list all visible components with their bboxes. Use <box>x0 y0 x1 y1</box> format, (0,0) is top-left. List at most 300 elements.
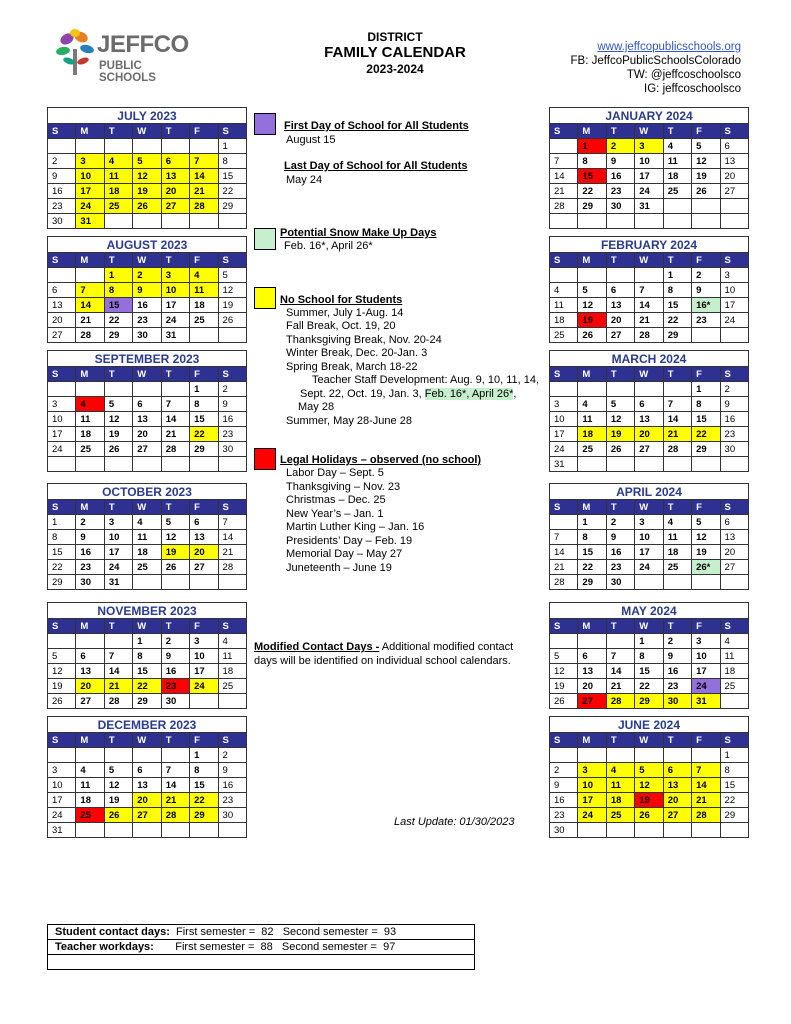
calendar-day <box>635 575 663 590</box>
weekday-header: S <box>48 733 76 748</box>
calendar-day <box>190 575 218 590</box>
calendar-day <box>161 382 189 397</box>
calendar-day: 12 <box>48 664 76 679</box>
weekday-header: S <box>720 367 748 382</box>
calendar-day <box>190 823 218 838</box>
calendar-day: 6 <box>663 763 691 778</box>
calendar-day <box>663 575 691 590</box>
weekday-header: S <box>550 367 578 382</box>
calendar-day: 7 <box>104 649 132 664</box>
calendar-day: 23 <box>606 560 634 575</box>
calendar-day <box>48 268 76 283</box>
calendar-day: 29 <box>578 199 606 214</box>
teacher-dev-comma: , <box>513 388 517 400</box>
last-day-date: May 24 <box>286 174 323 186</box>
calendar-day: 31 <box>104 575 132 590</box>
calendar-day: 5 <box>692 139 720 154</box>
calendar-day: 16 <box>48 184 76 199</box>
calendar-day: 4 <box>720 634 748 649</box>
teacher-dev-dates: Sept. 22, Oct. 19, Jan. 3, <box>300 388 425 400</box>
calendar-day: 27 <box>720 184 748 199</box>
twitter-handle: TW: @jeffcoschoolsco <box>626 69 741 81</box>
calendar-day: 31 <box>635 199 663 214</box>
calendar-day: 26 <box>606 442 634 457</box>
calendar-day: 19 <box>692 545 720 560</box>
calendar-day: 29 <box>720 808 748 823</box>
calendar-day: 21 <box>218 545 246 560</box>
calendar-day: 2 <box>76 515 104 530</box>
snow-day-swatch <box>254 228 276 250</box>
weekday-header: W <box>133 367 161 382</box>
calendar-day: 16 <box>133 298 161 313</box>
calendar-day <box>692 748 720 763</box>
calendar-title <box>290 30 500 76</box>
calendar-day: 23 <box>76 560 104 575</box>
calendar-day: 4 <box>76 397 104 412</box>
calendar-day <box>692 575 720 590</box>
calendar-day <box>218 575 246 590</box>
calendar-day: 11 <box>190 283 218 298</box>
weekday-header: S <box>218 733 246 748</box>
calendar-day <box>550 139 578 154</box>
weekday-header: T <box>663 367 691 382</box>
calendar-day: 18 <box>104 184 132 199</box>
weekday-header: S <box>218 619 246 634</box>
calendar-day: 20 <box>133 427 161 442</box>
calendar-day: 7 <box>550 530 578 545</box>
calendar-day <box>635 214 663 229</box>
weekday-header: T <box>104 253 132 268</box>
calendar-day: 20 <box>133 793 161 808</box>
weekday-header: S <box>550 124 578 139</box>
calendar-day: 19 <box>133 184 161 199</box>
calendar-day: 3 <box>550 397 578 412</box>
calendar-day: 25 <box>218 679 246 694</box>
calendar-day: 5 <box>635 763 663 778</box>
calendar-day: 2 <box>161 634 189 649</box>
calendar-day: 25 <box>104 199 132 214</box>
calendar-day: 28 <box>692 808 720 823</box>
calendar-day: 1 <box>635 634 663 649</box>
calendar-day: 14 <box>550 169 578 184</box>
calendar-day: 3 <box>720 268 748 283</box>
calendar-day: 2 <box>218 748 246 763</box>
calendar-day <box>218 457 246 472</box>
calendar-day <box>663 748 691 763</box>
calendar-day: 4 <box>190 268 218 283</box>
calendar-day: 8 <box>578 154 606 169</box>
calendar-day: 20 <box>48 313 76 328</box>
calendar-day: 28 <box>550 575 578 590</box>
calendar-day <box>720 457 748 472</box>
calendar-day: 15 <box>190 778 218 793</box>
calendar-day <box>161 823 189 838</box>
calendar-day: 28 <box>218 560 246 575</box>
calendar-day: 10 <box>692 649 720 664</box>
calendar-day: 17 <box>48 427 76 442</box>
calendar-day: 20 <box>161 184 189 199</box>
holiday-item: Thanksgiving – Nov. 23 <box>286 480 401 493</box>
calendar-day: 24 <box>48 442 76 457</box>
calendar-day <box>161 457 189 472</box>
calendar-day: 6 <box>720 139 748 154</box>
weekday-header: M <box>578 253 606 268</box>
calendar-day: 15 <box>218 169 246 184</box>
calendar-day <box>578 457 606 472</box>
month-calendar <box>549 350 749 472</box>
calendar-day <box>133 214 161 229</box>
calendar-day: 6 <box>720 515 748 530</box>
calendar-day: 10 <box>635 530 663 545</box>
calendar-day <box>76 268 104 283</box>
calendar-day <box>550 268 578 283</box>
weekday-header: M <box>76 733 104 748</box>
calendar-day: 14 <box>218 530 246 545</box>
calendar-day: 13 <box>133 412 161 427</box>
calendar-day: 1 <box>190 748 218 763</box>
calendar-day: 7 <box>161 397 189 412</box>
calendar-day: 28 <box>663 442 691 457</box>
calendar-day <box>104 214 132 229</box>
calendar-day: 22 <box>190 427 218 442</box>
calendar-day <box>635 382 663 397</box>
calendar-day <box>161 214 189 229</box>
summary-empty-row <box>48 955 474 969</box>
weekday-header: S <box>550 253 578 268</box>
calendar-day <box>606 748 634 763</box>
calendar-day <box>692 823 720 838</box>
month-calendar <box>549 602 749 709</box>
weekday-header: S <box>48 619 76 634</box>
weekday-header: T <box>161 500 189 515</box>
calendar-day: 10 <box>76 169 104 184</box>
no-school-swatch <box>254 287 276 309</box>
calendar-day: 25 <box>578 442 606 457</box>
calendar-day <box>578 214 606 229</box>
no-school-item: Winter Break, Dec. 20-Jan. 3 <box>286 347 428 360</box>
calendar-day: 19 <box>161 545 189 560</box>
calendar-day: 14 <box>606 664 634 679</box>
calendar-day: 9 <box>161 649 189 664</box>
weekday-header: T <box>663 253 691 268</box>
calendar-day: 18 <box>578 427 606 442</box>
calendar-day: 8 <box>635 649 663 664</box>
calendar-day: 11 <box>663 530 691 545</box>
holiday-item: Presidents’ Day – Feb. 19 <box>286 534 413 547</box>
calendar-day: 10 <box>578 778 606 793</box>
calendar-day <box>133 823 161 838</box>
month-title: JULY 2023 <box>47 107 247 123</box>
calendar-day: 20 <box>190 545 218 560</box>
calendar-day: 19 <box>578 313 606 328</box>
calendar-day: 11 <box>104 169 132 184</box>
calendar-day: 21 <box>161 427 189 442</box>
calendar-day <box>133 139 161 154</box>
calendar-day: 8 <box>190 397 218 412</box>
calendar-day: 30 <box>218 808 246 823</box>
calendar-day <box>161 575 189 590</box>
weekday-header: T <box>606 253 634 268</box>
month-title: JANUARY 2024 <box>549 107 749 123</box>
month-title: AUGUST 2023 <box>47 236 247 252</box>
teacher-dev-snow-dates: Feb. 16*, April 26* <box>424 388 514 400</box>
calendar-day: 31 <box>161 328 189 343</box>
calendar-day <box>692 328 720 343</box>
calendar-day <box>104 748 132 763</box>
calendar-day: 4 <box>663 515 691 530</box>
calendar-day: 26 <box>48 694 76 709</box>
weekday-header: W <box>133 619 161 634</box>
calendar-day: 16 <box>550 793 578 808</box>
calendar-day: 28 <box>635 328 663 343</box>
calendar-day <box>133 748 161 763</box>
calendar-day: 9 <box>550 778 578 793</box>
calendar-day: 22 <box>578 184 606 199</box>
calendar-day <box>663 823 691 838</box>
calendar-day: 22 <box>218 184 246 199</box>
weekday-header: M <box>76 500 104 515</box>
weekday-header: F <box>692 733 720 748</box>
calendar-day: 9 <box>218 397 246 412</box>
calendar-day: 11 <box>550 298 578 313</box>
calendar-day: 5 <box>578 283 606 298</box>
calendar-day <box>635 457 663 472</box>
calendar-day: 20 <box>720 545 748 560</box>
weekday-header: W <box>635 124 663 139</box>
calendar-day <box>692 199 720 214</box>
calendar-day: 24 <box>76 199 104 214</box>
modified-contact-text2: days will be identified on individual school calendars. <box>254 655 511 667</box>
calendar-day: 6 <box>48 283 76 298</box>
calendar-day: 1 <box>578 139 606 154</box>
calendar-day: 17 <box>635 545 663 560</box>
weekday-header: T <box>161 733 189 748</box>
calendar-day: 22 <box>635 679 663 694</box>
modified-contact-heading: Modified Contact Days - <box>254 641 380 653</box>
calendar-day: 26 <box>104 808 132 823</box>
weekday-header: S <box>48 124 76 139</box>
calendar-day: 14 <box>161 778 189 793</box>
calendar-day: 8 <box>720 763 748 778</box>
calendar-day: 29 <box>218 199 246 214</box>
month-title: MAY 2024 <box>549 602 749 618</box>
calendar-day: 2 <box>550 763 578 778</box>
calendar-day: 17 <box>692 664 720 679</box>
calendar-day <box>104 823 132 838</box>
website-link[interactable]: www.jeffcopublicschools.org <box>597 41 741 53</box>
calendar-day <box>692 457 720 472</box>
calendar-day: 5 <box>606 397 634 412</box>
calendar-day: 8 <box>133 649 161 664</box>
calendar-day <box>606 457 634 472</box>
month-title: NOVEMBER 2023 <box>47 602 247 618</box>
modified-contact-text1: Additional modified contact <box>379 641 514 653</box>
weekday-header: F <box>692 124 720 139</box>
holiday-item: Memorial Day – May 27 <box>286 548 403 560</box>
calendar-day: 27 <box>635 442 663 457</box>
logo-subtext: PUBLIC SCHOOLS <box>99 60 156 84</box>
calendar-day: 3 <box>48 397 76 412</box>
weekday-header: T <box>161 253 189 268</box>
calendar-day <box>161 139 189 154</box>
calendar-day: 25 <box>133 560 161 575</box>
calendar-day: 3 <box>635 515 663 530</box>
calendar-day <box>190 457 218 472</box>
calendar-day: 5 <box>692 515 720 530</box>
weekday-header: W <box>635 367 663 382</box>
summary-table <box>47 924 475 970</box>
calendar-day: 13 <box>720 154 748 169</box>
calendar-day: 10 <box>720 283 748 298</box>
calendar-day: 21 <box>161 793 189 808</box>
facebook-handle: FB: JeffcoPublicSchoolsColorado <box>570 55 741 67</box>
calendar-day: 16 <box>663 664 691 679</box>
calendar-day: 10 <box>48 412 76 427</box>
instagram-handle: IG: jeffcoschoolsco <box>644 83 741 95</box>
calendar-day: 3 <box>190 634 218 649</box>
calendar-day: 23 <box>161 679 189 694</box>
legal-holiday-swatch <box>254 448 276 470</box>
calendar-day: 11 <box>720 649 748 664</box>
calendar-day <box>606 268 634 283</box>
weekday-header: W <box>635 733 663 748</box>
calendar-day: 22 <box>578 560 606 575</box>
calendar-day: 25 <box>190 313 218 328</box>
calendar-day: 22 <box>48 560 76 575</box>
weekday-header: T <box>663 733 691 748</box>
calendar-day: 2 <box>606 515 634 530</box>
calendar-day: 9 <box>606 154 634 169</box>
calendar-day: 7 <box>663 397 691 412</box>
weekday-header: T <box>606 367 634 382</box>
calendar-day: 12 <box>104 412 132 427</box>
calendar-day: 14 <box>76 298 104 313</box>
calendar-day: 22 <box>663 313 691 328</box>
calendar-day: 21 <box>104 679 132 694</box>
calendar-day: 1 <box>133 634 161 649</box>
weekday-header: M <box>578 124 606 139</box>
calendar-day: 3 <box>578 763 606 778</box>
calendar-day: 23 <box>550 808 578 823</box>
calendar-day: 24 <box>190 679 218 694</box>
calendar-day: 8 <box>663 283 691 298</box>
calendar-day: 14 <box>635 298 663 313</box>
calendar-day: 12 <box>606 412 634 427</box>
holiday-item: Labor Day – Sept. 5 <box>286 467 384 479</box>
calendar-day: 23 <box>606 184 634 199</box>
calendar-day: 19 <box>104 427 132 442</box>
calendar-day: 30 <box>133 328 161 343</box>
calendar-day <box>606 214 634 229</box>
teacher-dev-line2 <box>300 388 516 400</box>
calendar-day <box>133 382 161 397</box>
calendar-day: 6 <box>635 397 663 412</box>
calendar-day: 8 <box>48 530 76 545</box>
calendar-day: 21 <box>663 427 691 442</box>
calendar-day: 17 <box>48 793 76 808</box>
weekday-header: W <box>635 619 663 634</box>
calendar-day: 8 <box>218 154 246 169</box>
weekday-header: T <box>104 124 132 139</box>
weekday-header: S <box>218 253 246 268</box>
calendar-day: 9 <box>133 283 161 298</box>
calendar-day: 28 <box>190 199 218 214</box>
calendar-day: 31 <box>692 694 720 709</box>
month-calendar <box>47 483 247 590</box>
calendar-day <box>663 382 691 397</box>
calendar-day: 4 <box>104 154 132 169</box>
calendar-day: 26 <box>104 442 132 457</box>
calendar-day <box>161 748 189 763</box>
calendar-day <box>76 382 104 397</box>
calendar-day: 23 <box>133 313 161 328</box>
calendar-day: 24 <box>692 679 720 694</box>
calendar-day: 9 <box>606 530 634 545</box>
calendar-day <box>635 823 663 838</box>
weekday-header: T <box>104 733 132 748</box>
calendar-day: 5 <box>48 649 76 664</box>
weekday-header: W <box>635 500 663 515</box>
weekday-header: S <box>218 500 246 515</box>
calendar-day: 5 <box>133 154 161 169</box>
calendar-day: 13 <box>133 778 161 793</box>
calendar-day: 24 <box>635 560 663 575</box>
calendar-day <box>190 328 218 343</box>
calendar-day: 16 <box>606 169 634 184</box>
calendar-day: 1 <box>578 515 606 530</box>
no-school-item: Summer, July 1-Aug. 14 <box>286 307 404 319</box>
calendar-day: 11 <box>76 778 104 793</box>
calendar-day: 2 <box>133 268 161 283</box>
calendar-day: 30 <box>48 214 76 229</box>
calendar-day: 13 <box>606 298 634 313</box>
calendar-day <box>720 575 748 590</box>
calendar-day: 18 <box>218 664 246 679</box>
calendar-day: 9 <box>692 283 720 298</box>
calendar-day: 30 <box>76 575 104 590</box>
calendar-day <box>635 748 663 763</box>
calendar-day: 6 <box>606 283 634 298</box>
month-title: JUNE 2024 <box>549 716 749 732</box>
weekday-header: F <box>692 500 720 515</box>
calendar-day: 29 <box>663 328 691 343</box>
calendar-day: 12 <box>161 530 189 545</box>
calendar-day <box>218 694 246 709</box>
calendar-day: 7 <box>76 283 104 298</box>
month-title: DECEMBER 2023 <box>47 716 247 732</box>
calendar-day <box>76 748 104 763</box>
calendar-day: 28 <box>104 694 132 709</box>
calendar-day: 5 <box>104 763 132 778</box>
calendar-day <box>48 634 76 649</box>
weekday-header: W <box>133 500 161 515</box>
calendar-day: 16 <box>218 778 246 793</box>
calendar-day: 12 <box>218 283 246 298</box>
modified-contact-note <box>254 641 544 653</box>
calendar-day <box>218 823 246 838</box>
calendar-day: 26 <box>692 184 720 199</box>
calendar-day: 13 <box>720 530 748 545</box>
calendar-day: 28 <box>161 808 189 823</box>
month-title: APRIL 2024 <box>549 483 749 499</box>
calendar-day: 12 <box>550 664 578 679</box>
tree-logo-icon <box>55 27 95 81</box>
calendar-day: 4 <box>578 397 606 412</box>
weekday-header: S <box>720 733 748 748</box>
calendar-day: 27 <box>76 694 104 709</box>
calendar-day: 10 <box>635 154 663 169</box>
calendar-day <box>578 382 606 397</box>
